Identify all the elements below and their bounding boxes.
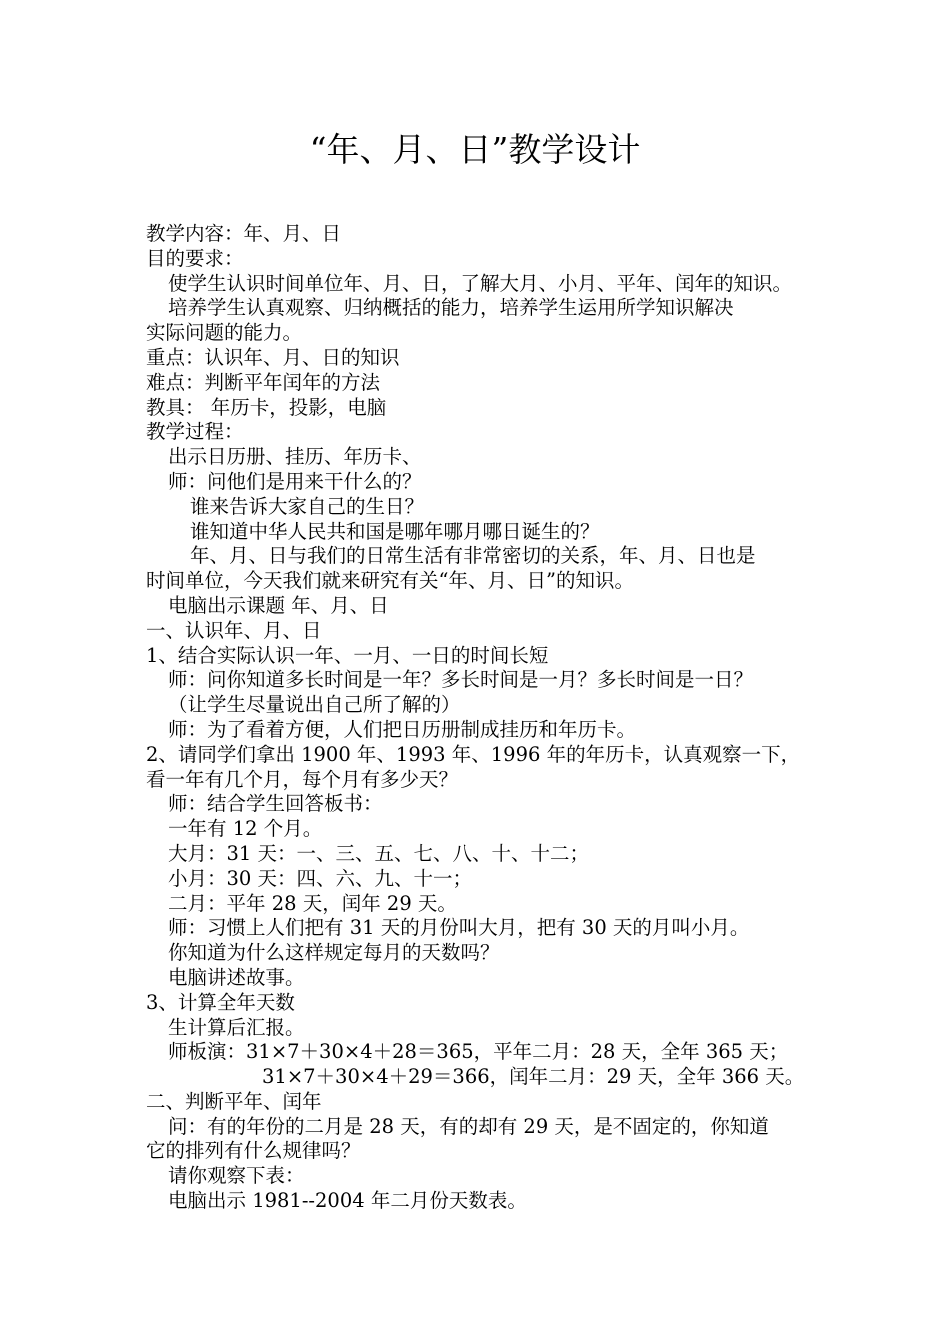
text-line: 电脑讲述故事。 [168, 965, 305, 989]
text-line: 师：习惯上人们把有 31 天的月份叫大月，把有 30 天的月叫小月。 [168, 916, 750, 940]
text-line: 师：为了看着方便，人们把日历册制成挂历和年历卡。 [168, 717, 637, 741]
text-line: 它的排列有什么规律吗？ [146, 1139, 361, 1163]
text-line: 难点：判断平年闰年的方法 [146, 370, 381, 394]
text-line: 一、认识年、月、日 [146, 618, 322, 642]
text-line: 师：结合学生回答板书： [168, 792, 383, 816]
text-line: 重点：认识年、月、日的知识 [146, 345, 400, 369]
text-line: 年、月、日与我们的日常生活有非常密切的关系，年、月、日也是 [190, 544, 756, 568]
text-line: 出示日历册、挂历、年历卡、 [168, 445, 422, 469]
text-line: （让学生尽量说出自己所了解的） [168, 693, 461, 717]
text-line: 电脑出示 1981--2004 年二月份天数表。 [168, 1189, 527, 1213]
text-line: 时间单位，今天我们就来研究有关“年、月、日”的知识。 [146, 569, 634, 593]
text-line: 使学生认识时间单位年、月、日，了解大月、小月、平年、闰年的知识。 [168, 271, 793, 295]
text-line: 看一年有几个月，每个月有多少天？ [146, 767, 459, 791]
text-line: 请你观察下表： [168, 1164, 305, 1188]
text-line: 师：问他们是用来干什么的？ [168, 469, 422, 493]
text-line: 师板演：31×7＋30×4＋28＝365，平年二月：28 天，全年 365 天； [168, 1040, 789, 1064]
text-line: 教学内容：年、月、日 [146, 222, 342, 245]
text-line: 你知道为什么这样规定每月的天数吗？ [168, 941, 500, 965]
text-line: 小月：30 天：四、六、九、十一； [168, 866, 473, 890]
text-line: 二月：平年 28 天，闰年 29 天。 [168, 891, 457, 915]
text-line: 3、计算全年天数 [146, 990, 295, 1014]
text-line: 2、请同学们拿出 1900 年、1993 年、1996 年的年历卡，认真观察一下， [146, 742, 801, 766]
text-line: 生计算后汇报。 [168, 1015, 305, 1039]
text-line: 教具： 年历卡，投影，电脑 [146, 395, 387, 419]
text-line: 电脑出示课题 年、月、日 [168, 593, 389, 617]
text-line: 1、结合实际认识一年、一月、一日的时间长短 [146, 643, 549, 667]
text-line: 培养学生认真观察、归纳概括的能力，培养学生运用所学知识解决 [168, 296, 734, 320]
text-line: 一年有 12 个月。 [168, 817, 323, 841]
text-line: 二、判断平年、闰年 [146, 1089, 322, 1113]
text-line: 问：有的年份的二月是 28 天，有的却有 29 天，是不固定的，你知道 [168, 1114, 769, 1138]
text-line: 教学过程： [146, 420, 244, 444]
text-line: 大月：31 天：一、三、五、七、八、十、十二； [168, 841, 590, 865]
document-title: “年、月、日”教学设计 [309, 130, 641, 169]
text-line: 师：问你知道多长时间是一年？多长时间是一月？多长时间是一日？ [168, 668, 754, 692]
text-line: 目的要求： [146, 246, 244, 270]
text-line: 实际问题的能力。 [146, 321, 303, 345]
text-line: 谁知道中华人民共和国是哪年哪月哪日诞生的？ [190, 519, 600, 543]
text-line: 31×7＋30×4＋29＝366，闰年二月：29 天，全年 366 天。 [262, 1065, 805, 1089]
text-line: 谁来告诉大家自己的生日？ [190, 494, 425, 518]
document-body [146, 222, 826, 1214]
